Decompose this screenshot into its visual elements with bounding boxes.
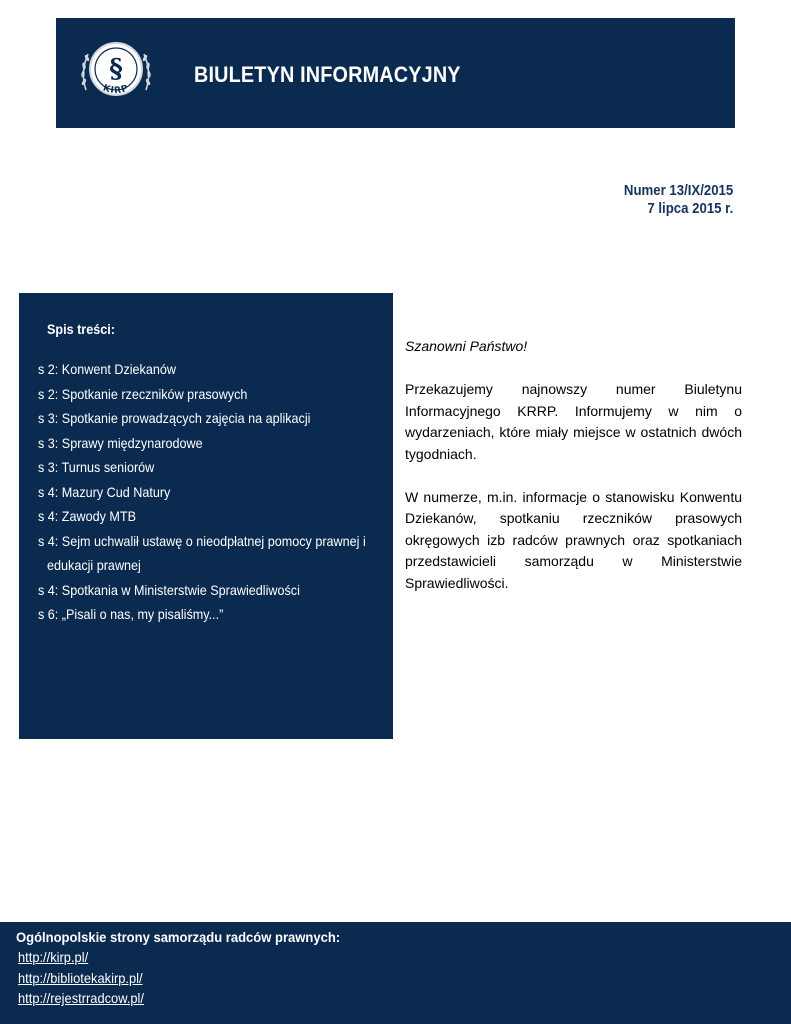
- footer-links: [18, 947, 155, 1009]
- toc-item: s 4: Sejm uchwalił ustawę o nieodpłatnej pomocy prawnej i edukacji prawnej: [38, 532, 366, 573]
- toc-item: s 4: Zawody MTB: [38, 508, 137, 524]
- issue-number: Numer 13/IX/2015: [623, 182, 733, 199]
- link-biblioteka-kirp[interactable]: http://bibliotekakirp.pl/: [18, 969, 143, 986]
- toc-item: s 3: Spotkanie prowadzących zajęcia na aplikacji: [38, 410, 311, 426]
- intro-letter: [405, 336, 742, 616]
- toc-item: s 2: Spotkanie rzeczników prasowych: [38, 385, 248, 402]
- link-kirp[interactable]: http://kirp.pl/: [18, 949, 89, 965]
- kirp-logo-icon: [76, 32, 156, 112]
- bulletin-title: BIULETYN INFORMACYJNY: [194, 62, 461, 87]
- svg-text:§: §: [109, 54, 123, 84]
- issue-info: [624, 182, 733, 218]
- issue-date: 7 lipca 2015 r.: [647, 200, 733, 217]
- toc-item: s 4: Mazury Cud Natury: [38, 483, 171, 500]
- link-rejestr-radcow[interactable]: http://rejestrradcow.pl/: [18, 990, 144, 1006]
- toc-item: s 6: „Pisali o nas, my pisaliśmy...”: [38, 606, 224, 622]
- toc-item: s 3: Sprawy międzynarodowe: [38, 434, 203, 451]
- toc-item: s 2: Konwent Dziekanów: [38, 361, 176, 377]
- letter-greeting: Szanowni Państwo!: [405, 338, 528, 354]
- toc-list: [38, 357, 383, 627]
- footer: [0, 922, 791, 1024]
- header-banner: [56, 18, 735, 128]
- footer-title: Ogólnopolskie strony samorządu radców prawnych:: [16, 929, 341, 945]
- svg-text:KIRP: KIRP: [101, 83, 131, 97]
- toc-title: Spis treści:: [47, 321, 115, 337]
- letter-paragraph: Przekazujemy najnowszy numer Biuletynu Informacyjnego KRRP. Informujemy w nim o wydarzeniach, które miały miejsce w ostatnich dwóch tygodniach.: [405, 381, 742, 462]
- toc-item: s 4: Spotkania w Ministerstwie Sprawiedliwości: [38, 581, 300, 598]
- table-of-contents: [19, 293, 393, 739]
- letter-paragraph: W numerze, m.in. informacje o stanowisku Konwentu Dziekanów, spotkaniu rzeczników prasowych okręgowych izb radców prawnych oraz spotkaniach przedstawicieli samorządu w Ministerstwie Sprawiedliwości.: [405, 488, 742, 591]
- toc-item: s 3: Turnus seniorów: [38, 459, 155, 475]
